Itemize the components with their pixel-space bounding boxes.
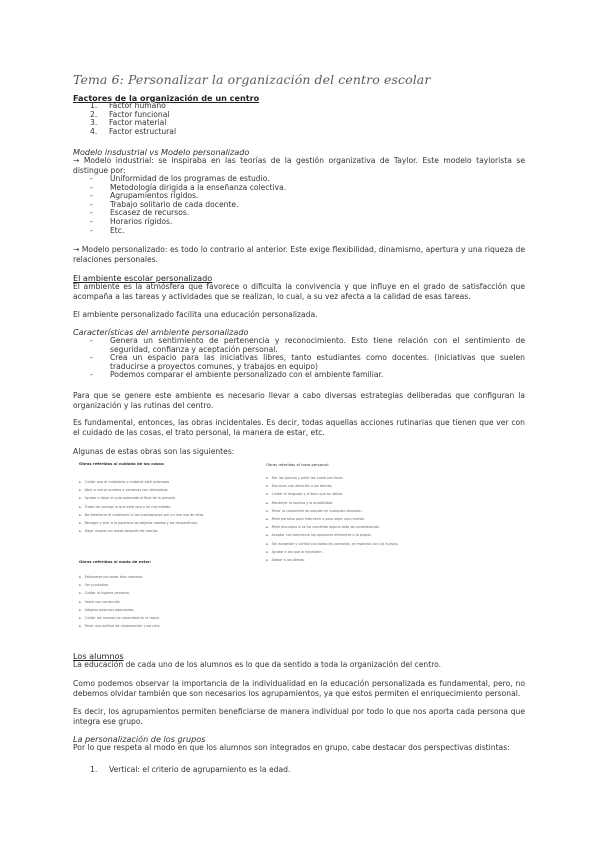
alumnos-p1: La educación de cada uno de los alumnos es lo que da sentido a toda la organización del centro. [73, 660, 442, 669]
list-item: - Trabajo solitario de cada docente. [90, 199, 239, 209]
list-item: ► Mantener la sonrisa y la amabilidad. [266, 500, 334, 505]
list-item: 3. Factor material [90, 118, 167, 128]
list-item: ► Pedir permiso para intervenir o para dejar una reunión. [266, 517, 366, 522]
col2-title: Obras referidas al trato personal: [266, 462, 330, 467]
alumnos-p3: Es decir, los agrupamientos permiten beneficiarse de manera individual por todo lo que nos aporta cada persona que integra ese grupo. [73, 707, 525, 726]
list-item: - Genera un sentimiento de pertenencia y reconocimiento. Esto tiene relación con el sentimiento de seguridad, confianza y aceptación personal. [90, 336, 525, 354]
modelo-heading: Modelo insdustrial vs Modelo personalizado [73, 147, 250, 157]
list-item: - Podemos comparar el ambiente personalizado con el ambiente familiar. [90, 370, 384, 380]
alumnos-heading: Los alumnos [73, 651, 124, 661]
list-item: - Agrupamientos rígidos. [90, 191, 199, 201]
ambiente-p5: Algunas de estas obras son las siguientes: [73, 447, 235, 456]
list-item: ► Dejar limpios los aseos después de usarlos. [79, 529, 159, 534]
obras-table-image [73, 458, 525, 643]
caracteristicas-list [90, 337, 525, 380]
list-item: ► Pedir disculpas si se ha cometido alguna falta de consideración. [266, 525, 381, 530]
page-title: Tema 6: Personalizar la organización del centro escolar [73, 72, 431, 87]
list-item: ► Ser puntuales. [79, 583, 110, 588]
ambiente-p3: Para que se genere este ambiente es necesario llevar a cabo diversas estrategias deliberadas que configuran la organización y las rutinas del centro. [73, 391, 525, 410]
col1b-title: Obras referidas al modo de estar: [79, 559, 152, 564]
list-item: - Escasez de recursos. [90, 208, 190, 218]
list-item: ► Alabar a los demás. [266, 558, 306, 563]
list-item: - Etc. [90, 225, 125, 235]
list-item: ► Ayudar a dejar el aula ordenada al final de la jornada. [79, 496, 176, 501]
list-item: ► Tratar de corregir lo que está roto o en mal estado. [79, 504, 172, 509]
grupos-heading: La personalización de los grupos [73, 734, 206, 744]
list-item: ► Cuidar el lenguaje y el tono que se utiliza. [266, 492, 344, 497]
factores-heading: Factores de la organización de un centro [73, 93, 260, 103]
list-item: ► No deteriorar el mobiliario ni las instalaciones por un mal uso de ellas. [79, 512, 205, 517]
list-item: ► Vestir con corrección. [79, 599, 122, 604]
ambiente-p1: El ambiente es la atmósfera que favorece o dificulta la convivencia y que influye en el grado de satisfacción que acompaña a las tareas y actividades que se realizan, lo cual, a su vez afecta a la calidad de esas tareas. [73, 282, 525, 301]
col1b-list [79, 573, 289, 630]
list-item: ► Adoptar posturas adecuadas. [79, 607, 135, 612]
list-item: ► Esforzarse por estar bien sentado. [79, 575, 143, 579]
caracteristicas-heading: Características del ambiente personalizado [73, 327, 249, 337]
ambiente-heading: El ambiente escolar personalizado [73, 273, 213, 283]
perspectiva-text: Vertical: el criterio de agrupamiento es la edad. [109, 765, 291, 774]
list-item: - Metodología dirigida a la enseñanza colectiva. [90, 182, 287, 192]
list-item: - Crea un espacio para las iniciativas libres, tanto estudiantes como docentes. (iniciativas que suelen traducirse a proyectos comunes, y trabajos en equipo) [90, 353, 525, 371]
factores-list [90, 102, 176, 136]
modelo-personalizado-text: → Modelo personalizado: es todo lo contrario al anterior. Este exige flexibilidad, dinamismo, apertura y una riqueza de relaciones personales. [73, 245, 525, 264]
list-item: ► Tener una actitud de colaboración y servicio. [79, 624, 161, 629]
list-item: ► Recoger y tirar a la papelera los objetos usados y los desperdicios. [79, 521, 198, 526]
list-item: ► Ser acogedor y cordial con todas las personas, en especial con los nuevos. [266, 541, 399, 546]
list-item: ► Tener la costumbre de saludar en cualquier situación. [266, 508, 363, 513]
alumnos-p2: Como podemos observar la importancia de la individualidad en la educación personalizada es fundamental, pero, no debemos olvidar también que son necesarios los agrupamientos, ya que estos permiten el enriquecimiento personal. [73, 679, 525, 698]
list-item: 1. Factor humano [90, 101, 166, 110]
list-item: 4. Factor estructural [90, 126, 177, 136]
list-item: ► Escuchar con atención a los demás. [266, 484, 333, 489]
list-item: ► Ayudar a los que lo necesiten. [266, 549, 323, 554]
col2-list [266, 474, 516, 564]
col1-title: Obras referidas al cuidado de las cosas: [79, 461, 165, 466]
modelo-industrial-text: → Modelo industrial: se inspiraba en las teorías de la gestión organizativa de Taylor. Este modelo taylorista se distingue por: [73, 156, 525, 175]
list-item: ► Aceptar con tolerancia las opiniones diferentes a la propia. [266, 533, 372, 538]
ambiente-p2: El ambiente personalizado facilita una educación personalizada. [73, 310, 318, 319]
list-item: 2. Factor funcional [90, 109, 170, 119]
list-item: ► Cuidar las normas de urbanidad en la mesa. [79, 616, 160, 621]
col1-list [79, 478, 289, 535]
ambiente-p4: Es fundamental, entonces, las obras incidentales. Es decir, todas aquellas acciones rutinarias que tienen que ver con el cuidado de las cosas, el trato personal, la manera de estar, etc. [73, 418, 525, 437]
rasgos-list [90, 175, 525, 235]
alumnos-p4: Por lo que respeta al modo en que los alumnos son integrados en grupo, cabe destacar dos perspectivas distintas: [73, 743, 510, 752]
list-item: ► Abrir o cerrar puertas o ventanas con delicadeza. [79, 488, 169, 493]
perspectiva-item [90, 765, 290, 774]
list-item: ► Cuidar que el mobiliario y material esté ordenado [79, 480, 170, 484]
list-item: ► Dar las gracias y pedir las cosas por favor. [266, 476, 344, 480]
list-item: ► Cuidar la higiene personal. [79, 591, 131, 596]
list-item: - Horarios rígidos. [90, 216, 173, 226]
perspectiva-number: 1. [90, 765, 98, 774]
list-item: - Uniformidad de los programas de estudio. [90, 174, 270, 183]
